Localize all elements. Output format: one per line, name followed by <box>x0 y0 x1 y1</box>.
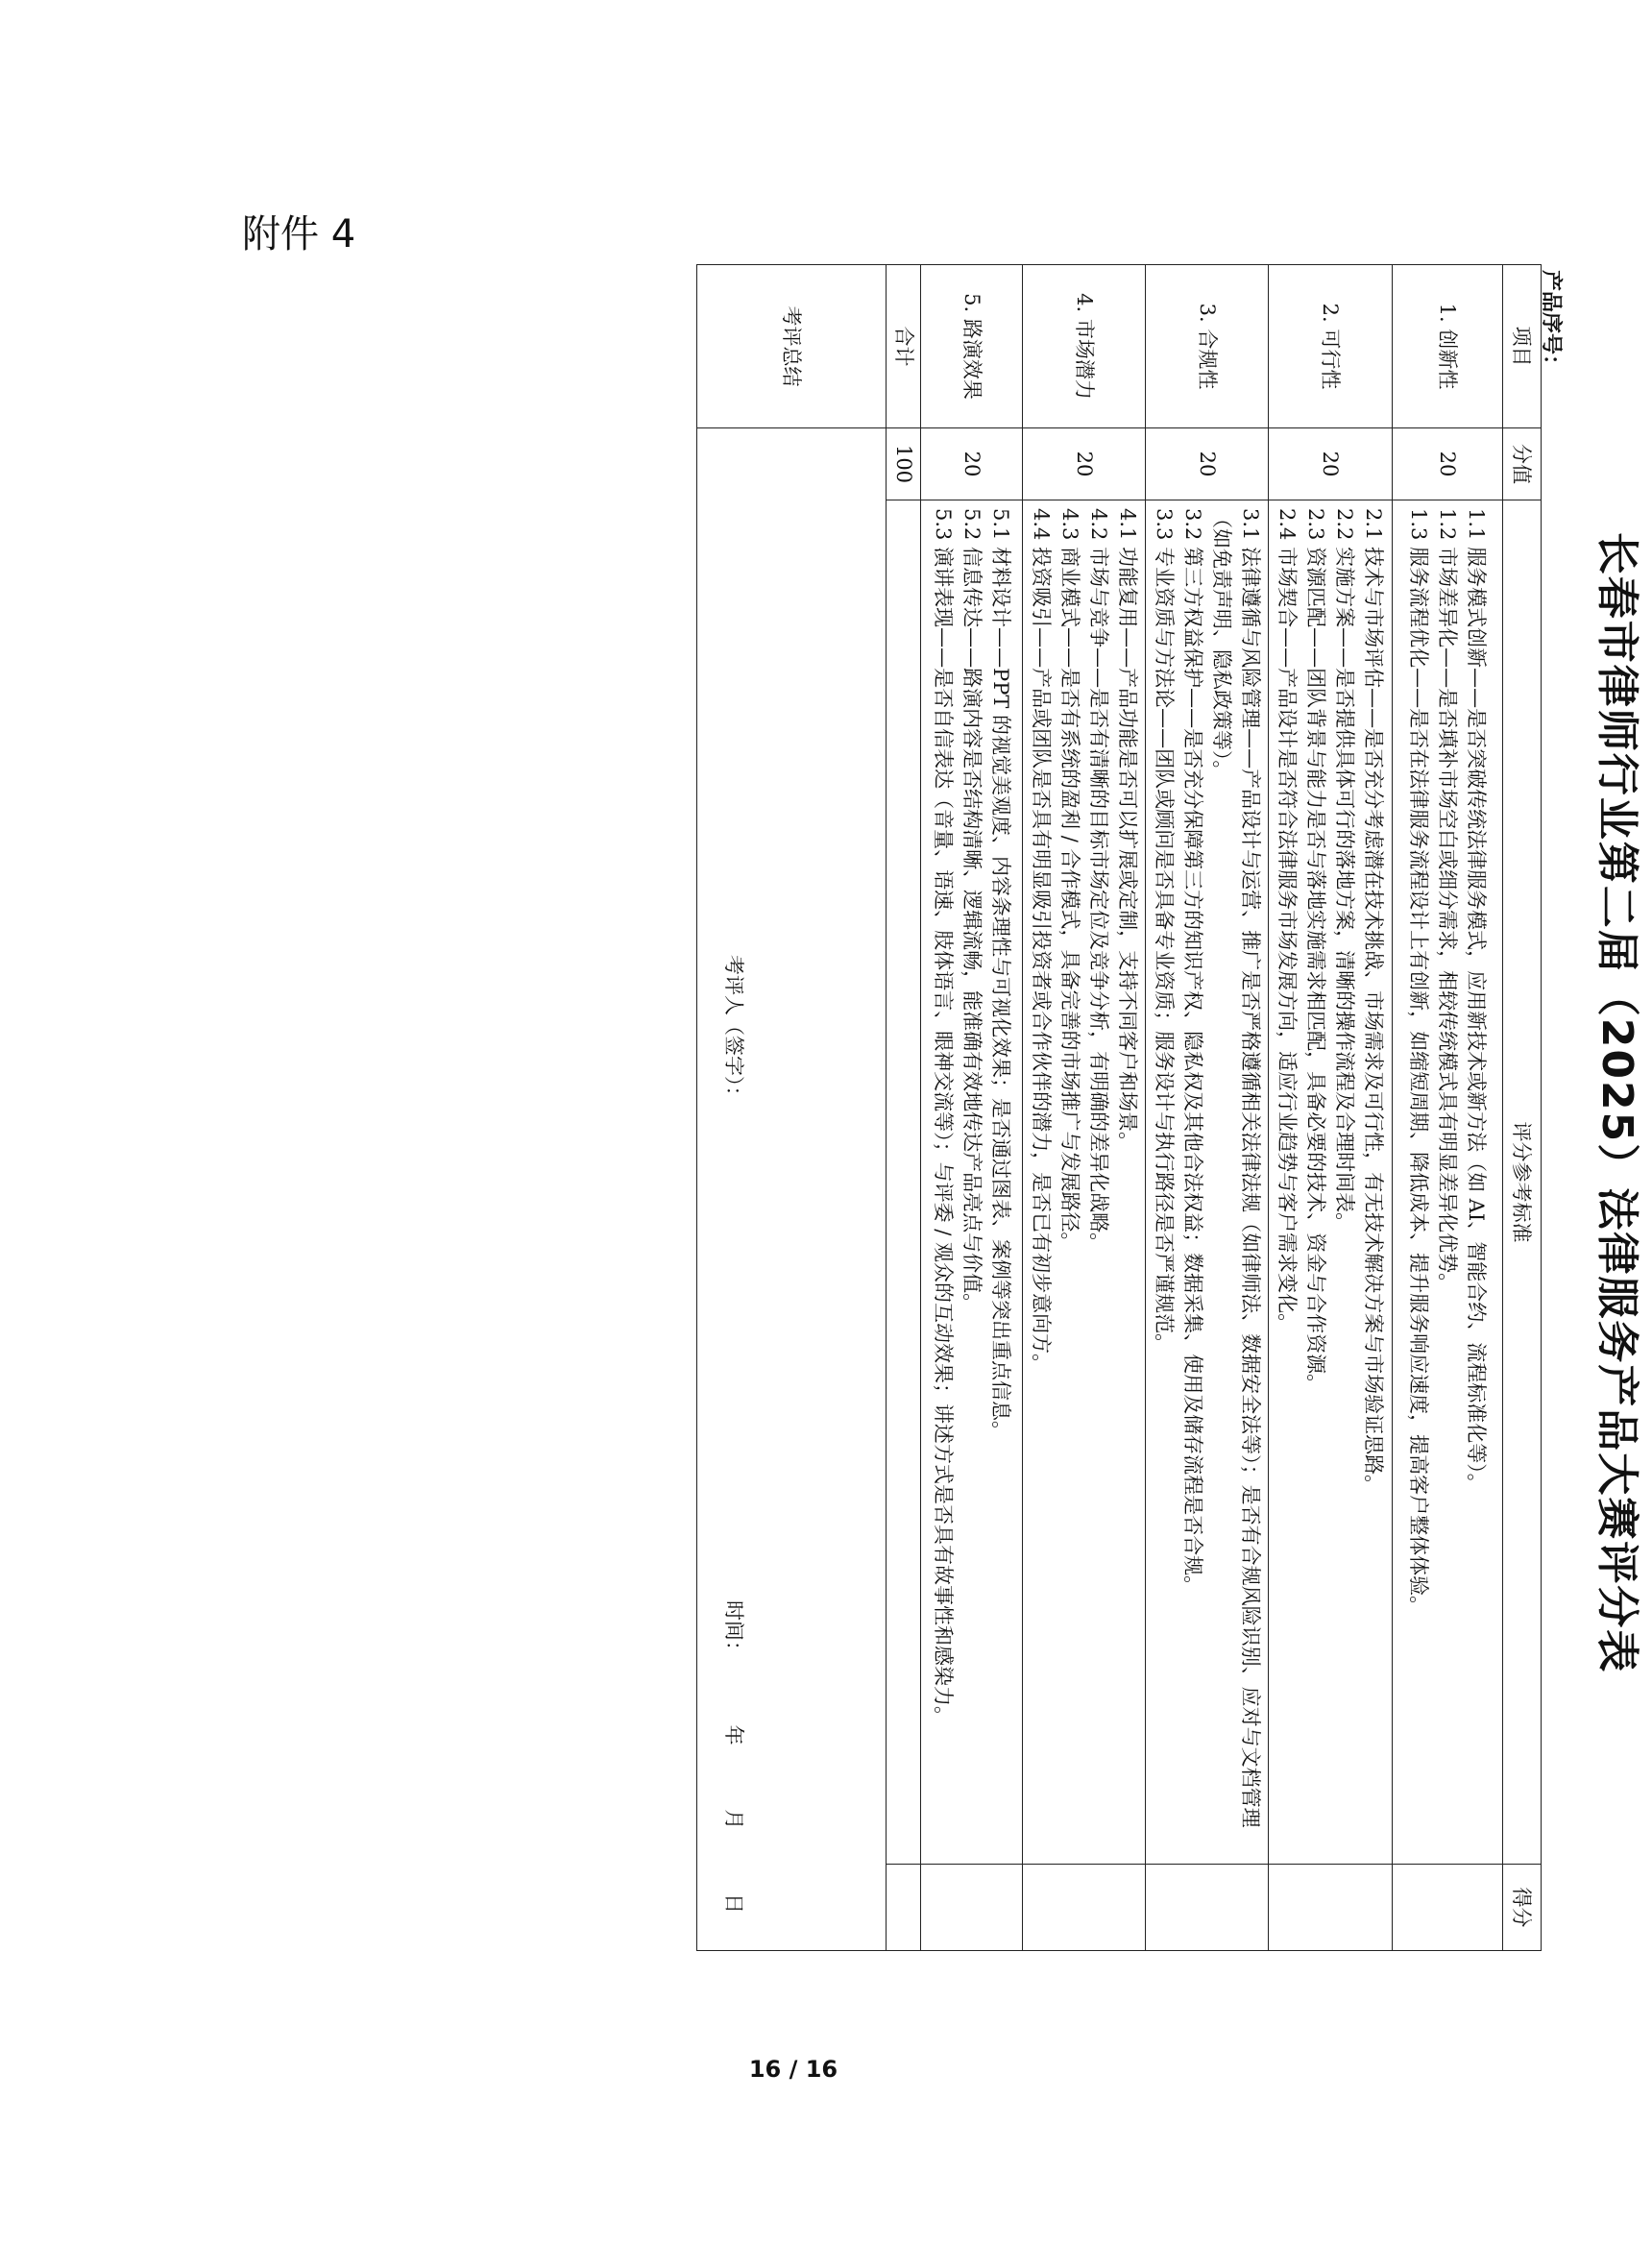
score-value-cell: 20 <box>921 428 1023 500</box>
header-criteria: 评分参考标准 <box>1502 500 1541 1865</box>
attachment-label: 附件 4 <box>242 212 356 256</box>
table-row <box>1269 265 1392 1951</box>
total-row <box>886 265 920 1951</box>
criterion: 3.1 法律遵循与风险管理——产品设计与运营、推广是否严格遵循相关法律法规（如律师法、数据安全法等）；是否有合规风险识别、应对与文档管理（如免责声明、隐私政策等）。 <box>1209 508 1262 1828</box>
criterion: 2.4 市场契合——产品设计是否符合法律服务市场发展方向，适应行业趋势与客户需求变化。 <box>1275 508 1300 1334</box>
criterion: 2.3 资源匹配——团队背景与能力是否与落地实施需求相匹配，具备必要的技术、资金与合作资源。 <box>1304 508 1328 1395</box>
criterion: 2.1 技术与市场评估——是否充分考虑潜在技术挑战、市场需求及可行性，有无技术解决方案与市场验证思路。 <box>1362 508 1386 1496</box>
criteria-cell <box>921 500 1023 1865</box>
item-cell: 2. 可行性 <box>1269 265 1392 428</box>
criteria-cell <box>1146 500 1269 1865</box>
criterion: 3.2 第三方权益保护——是否充分保障第三方的知识产权、隐私权及其他合法权益；数据采集、使用及储存流程是否合规。 <box>1180 508 1204 1597</box>
header-score: 得分 <box>1502 1865 1541 1951</box>
score-input-cell[interactable] <box>1023 1865 1146 1951</box>
criterion: 5.2 信息传达——路演内容是否结构清晰、逻辑流畅，能准确有效地传达产品亮点与价值。 <box>960 508 984 1314</box>
table-row <box>921 265 1023 1951</box>
score-value-cell: 20 <box>1023 428 1146 500</box>
summary-cell[interactable] <box>697 428 887 1951</box>
day-label: 日 <box>721 1893 745 1914</box>
score-input-cell[interactable] <box>1146 1865 1269 1951</box>
summary-row <box>697 265 887 1951</box>
page-number: 16 / 16 <box>748 2056 838 2083</box>
criterion: 4.2 市场与竞争——是否有清晰的目标市场定位及竞争分析，有明确的差异化战略。 <box>1086 508 1110 1254</box>
criterion: 1.3 服务流程优化——是否在法律服务流程设计上有创新，如缩短周期、降低成本、提升服务响应速度，提高客户整体体验。 <box>1406 508 1430 1617</box>
total-score-input[interactable] <box>886 1865 920 1951</box>
criterion: 4.1 功能复用——产品功能是否可以扩展或定制，支持不同客户和场景。 <box>1115 508 1139 1153</box>
criterion: 1.2 市场差异化——是否填补市场空白或细分需求，相较传统模式具有明显差异化优势。 <box>1435 508 1459 1294</box>
table-header-row <box>1502 265 1541 1951</box>
criterion: 3.3 专业资质与方法论——团队或顾问是否具备专业资质；服务设计与执行路径是否严谨规范。 <box>1152 508 1176 1354</box>
total-criteria-cell <box>886 500 920 1865</box>
header-item: 项目 <box>1502 265 1541 428</box>
month-label: 月 <box>721 1809 745 1830</box>
score-value-cell: 20 <box>1269 428 1392 500</box>
item-cell: 1. 创新性 <box>1392 265 1502 428</box>
item-cell: 3. 合规性 <box>1146 265 1269 428</box>
year-label: 年 <box>721 1724 745 1745</box>
form-title: 长春市律师行业第二届（2025）法律服务产品大赛评分表 <box>1592 531 1641 1674</box>
summary-label: 考评总结 <box>697 265 887 428</box>
total-label: 合计 <box>886 265 920 428</box>
product-number-label: 产品序号： <box>1539 270 1563 377</box>
criteria-cell <box>1392 500 1502 1865</box>
score-table <box>696 264 1542 1951</box>
table-row <box>1392 265 1502 1951</box>
item-cell: 5. 路演效果 <box>921 265 1023 428</box>
criterion: 1.1 服务模式创新——是否突破传统法律服务模式，应用新技术或新方法（如 AI、智能合约、流程标准化等）。 <box>1464 508 1488 1494</box>
criterion: 2.2 实施方案——是否提供具体可行的落地方案，清晰的操作流程及合理时间表。 <box>1333 508 1357 1233</box>
time-block <box>719 1600 748 1914</box>
criterion: 5.3 演讲表现——是否自信表达（音量、语速、肢体语言、眼神交流等）；与评委 / 观众的互动效果；讲述方式是否具有故事性和感染力。 <box>931 508 955 1726</box>
score-value-cell: 20 <box>1392 428 1502 500</box>
criterion: 5.1 材料设计——PPT 的视觉美观度、内容条理性与可视化效果；是否通过图表、案例等突出重点信息。 <box>988 508 1012 1442</box>
score-sheet <box>692 253 1652 1953</box>
total-score-value: 100 <box>886 428 920 500</box>
score-input-cell[interactable] <box>1392 1865 1502 1951</box>
criterion: 4.3 商业模式——是否有系统的盈利 / 合作模式，具备完善的市场推广与发展路径。 <box>1057 508 1081 1253</box>
table-row <box>1023 265 1146 1951</box>
item-cell: 4. 市场潜力 <box>1023 265 1146 428</box>
score-input-cell[interactable] <box>1269 1865 1392 1951</box>
score-input-cell[interactable] <box>921 1865 1023 1951</box>
time-label: 时间： <box>721 1599 745 1661</box>
signature-label: 考评人（签字）： <box>721 955 745 1107</box>
table-row <box>1146 265 1269 1951</box>
score-value-cell: 20 <box>1146 428 1269 500</box>
header-score-value: 分值 <box>1502 428 1541 500</box>
criteria-cell <box>1269 500 1392 1865</box>
criteria-cell <box>1023 500 1146 1865</box>
criterion: 4.4 投资吸引——产品或团队是否具有明显吸引投资者或合作伙伴的潜力，是否已有初步意向方。 <box>1029 508 1053 1375</box>
